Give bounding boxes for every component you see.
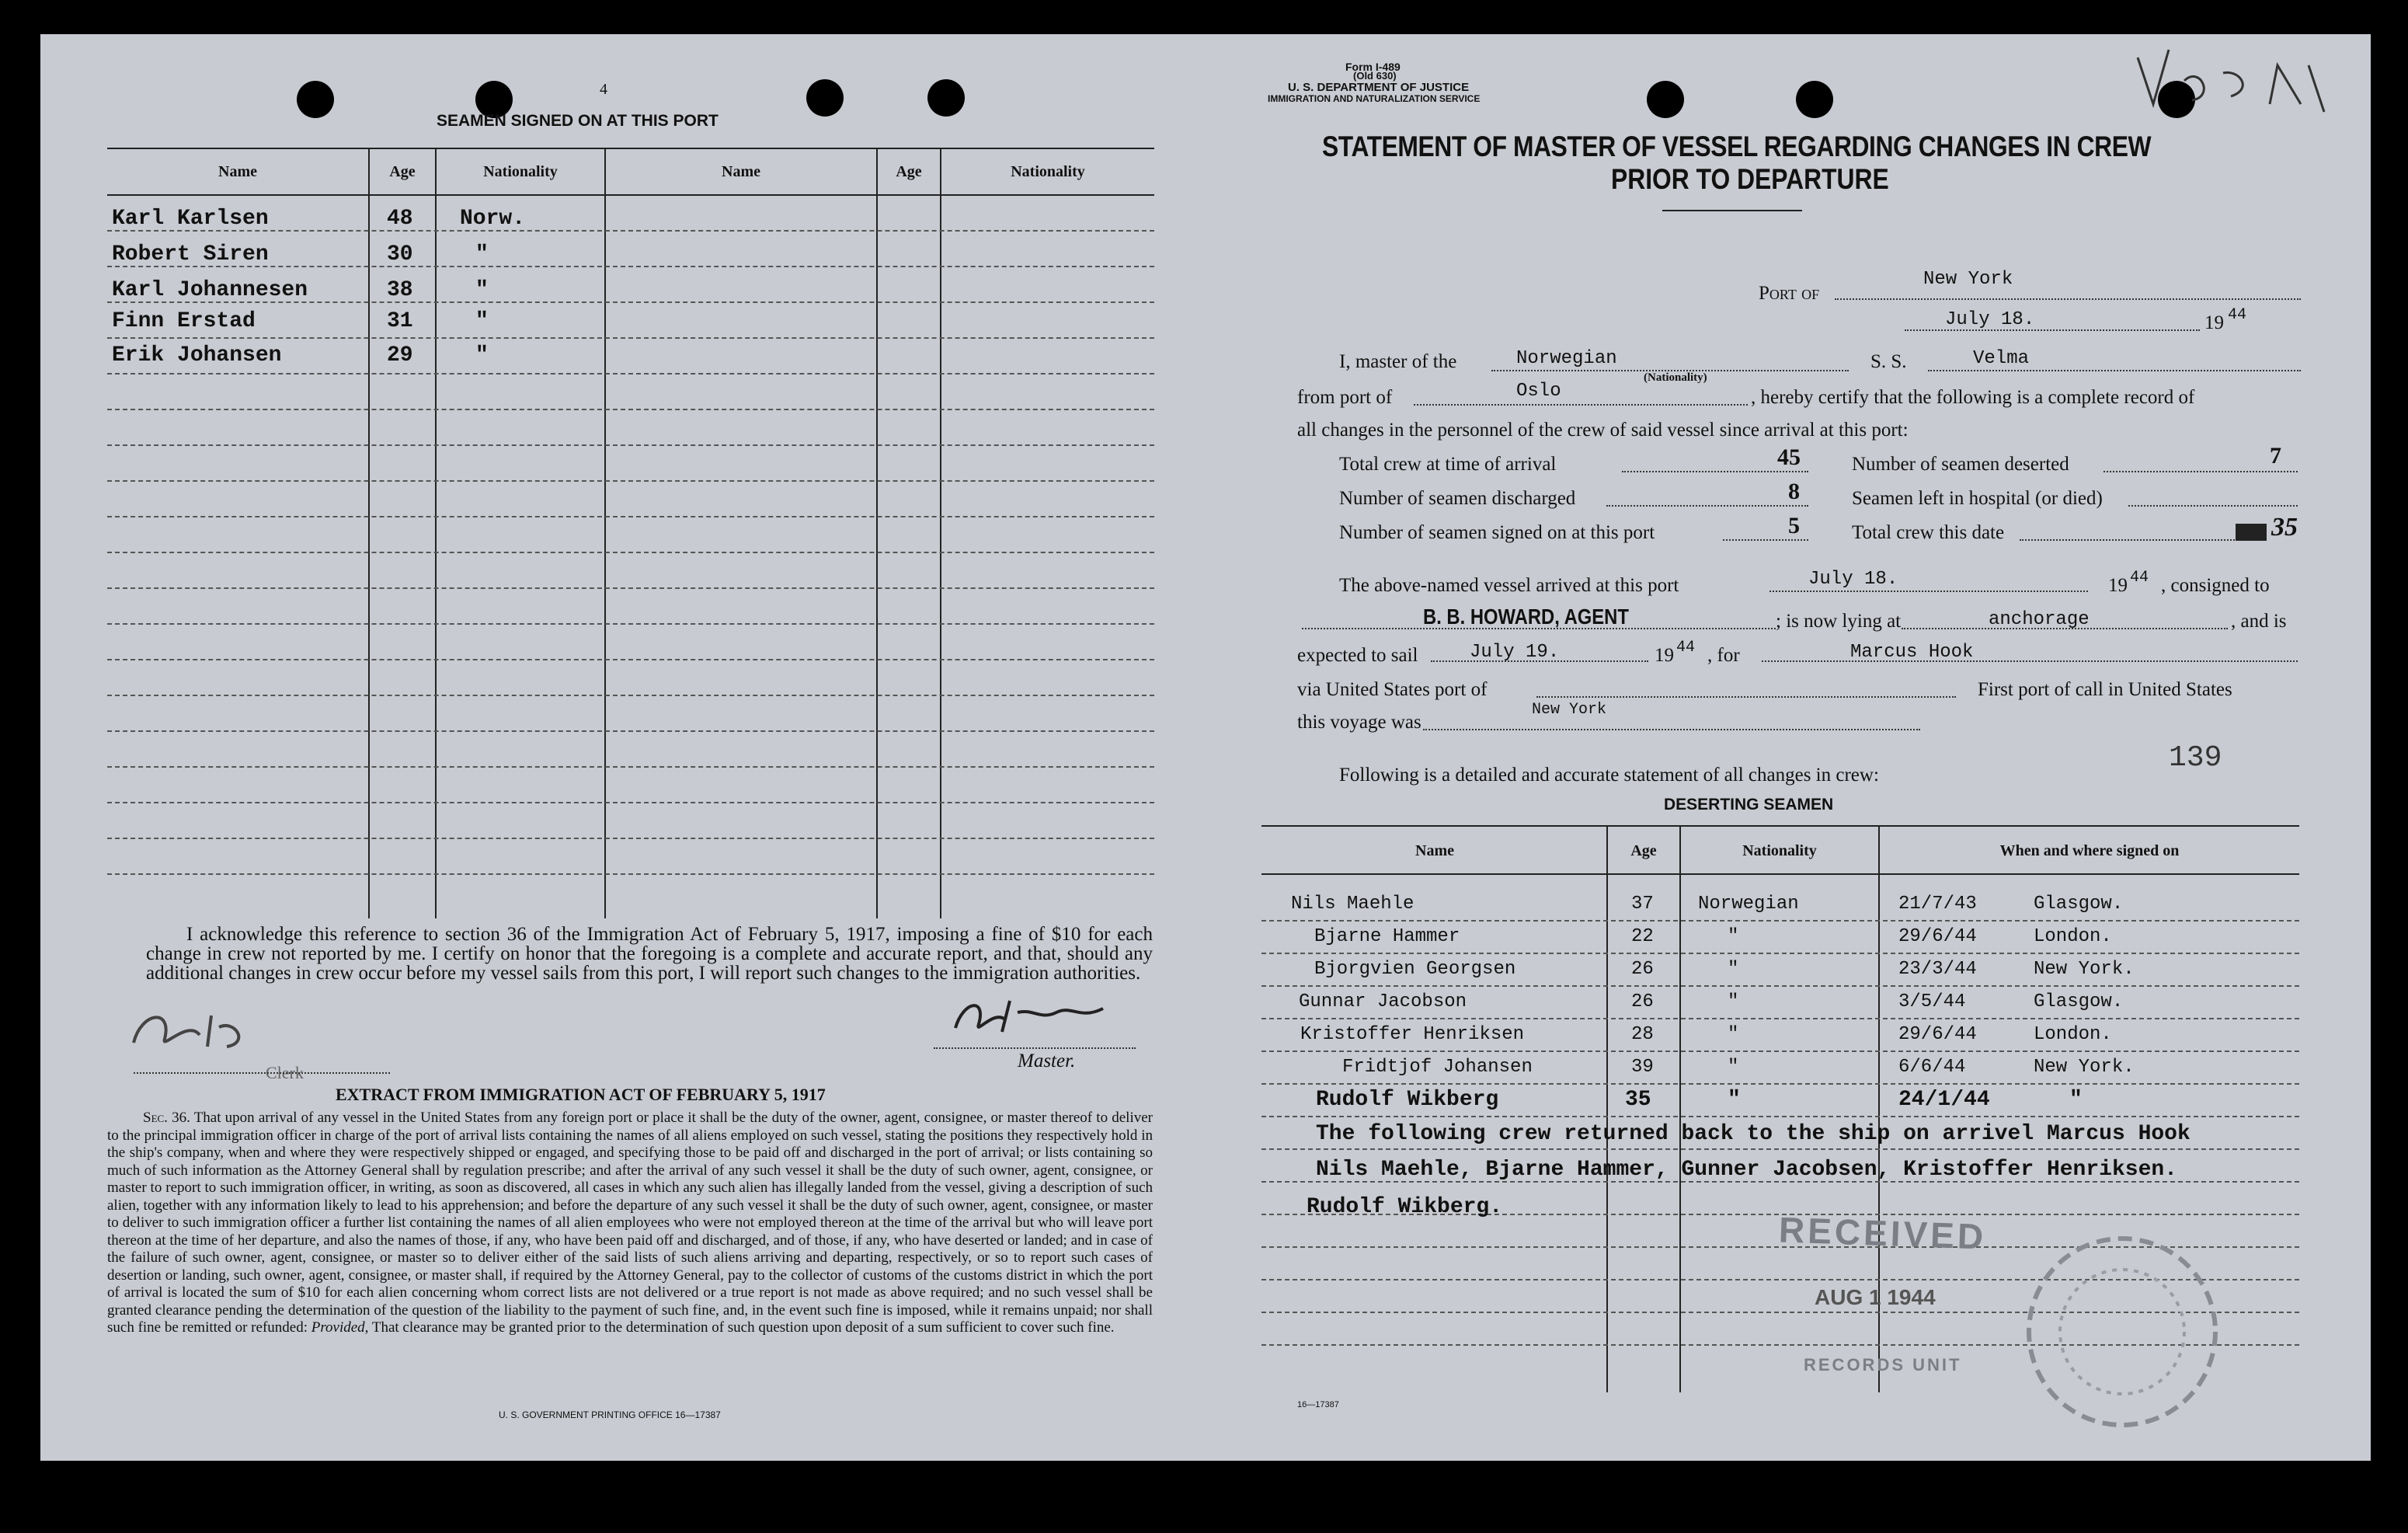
deserter-date: 21/7/43 bbox=[1898, 894, 1977, 915]
via-line bbox=[1536, 696, 1956, 698]
acknowledgement-text: I acknowledge this reference to section 36 of the Immigration Act of February 5, 1917, imposing a fine of $10 for each change in crew not reported by me. I certify on honor that the foregoing is a complete and accurate report, and that, should any additional changes in crew occur before my vessel sails from this port, I will report such changes to the immigration authorities. bbox=[146, 924, 1153, 984]
punch-hole bbox=[297, 81, 334, 118]
deserter-age: 35 bbox=[1625, 1088, 1651, 1112]
arrived-label: The above-named vessel arrived at this port bbox=[1339, 575, 1679, 596]
table-top-rule bbox=[107, 148, 1154, 149]
seaman-age: 29 bbox=[387, 343, 413, 368]
certify-text: , hereby certify that the following is a complete record of bbox=[1751, 387, 2195, 408]
arrived-date: July 18. bbox=[1808, 569, 1898, 590]
for-label: , for bbox=[1707, 645, 1740, 666]
deserter-nationality: " bbox=[1728, 1088, 1741, 1112]
port-line bbox=[1835, 298, 2301, 300]
seaman-age: 30 bbox=[387, 242, 413, 267]
deserter-date: 23/3/44 bbox=[1898, 959, 1977, 980]
seaman-nationality: " bbox=[475, 278, 489, 302]
deserter-age: 37 bbox=[1631, 894, 1654, 915]
deserter-date: 29/6/44 bbox=[1898, 926, 1977, 947]
deserter-place: New York. bbox=[2034, 959, 2135, 980]
agent-value: B. B. HOWARD, AGENT bbox=[1423, 604, 1629, 629]
expected-label: expected to sail bbox=[1297, 645, 1418, 666]
dot-leader bbox=[1606, 505, 1808, 507]
row-rule bbox=[107, 587, 1154, 589]
section-label: Sec. 36. bbox=[143, 1110, 190, 1126]
punch-hole bbox=[806, 79, 844, 117]
seaman-age: 48 bbox=[387, 207, 413, 231]
deserter-date: 29/6/44 bbox=[1898, 1024, 1977, 1045]
master-of-label: I, master of the bbox=[1339, 351, 1457, 372]
deserter-name: Bjarne Hammer bbox=[1314, 926, 1460, 947]
seaman-name: Robert Siren bbox=[112, 242, 269, 267]
ss-line bbox=[1928, 370, 2301, 371]
col-header-name-2: Name bbox=[722, 163, 760, 180]
master-line bbox=[934, 1047, 1136, 1049]
received-stamp: RECEIVED bbox=[1778, 1209, 1987, 1257]
col-header-nationality: Nationality bbox=[483, 163, 558, 180]
deserter-place: Glasgow. bbox=[2034, 991, 2124, 1012]
for-value: Marcus Hook bbox=[1850, 642, 1974, 663]
service-label: IMMIGRATION AND NATURALIZATION SERVICE bbox=[1268, 93, 1481, 104]
deserted-value: 7 bbox=[2270, 443, 2281, 469]
punch-hole bbox=[1647, 81, 1684, 118]
and-is-label: , and is bbox=[2231, 611, 2287, 632]
deserter-nationality: " bbox=[1728, 959, 1739, 980]
expected-year-value: 44 bbox=[1676, 639, 1696, 657]
certify-text-2: all changes in the personnel of the crew of said vessel since arrival at this port: bbox=[1297, 420, 1909, 441]
deserter-nationality: " bbox=[1728, 926, 1739, 947]
dot-leader bbox=[2104, 471, 2298, 472]
lying-at-value: anchorage bbox=[1989, 609, 2090, 630]
deserter-age: 39 bbox=[1631, 1057, 1654, 1078]
deserting-col-signed-on: When and where signed on bbox=[1999, 842, 2180, 859]
arrived-year-prefix: 19 bbox=[2108, 575, 2128, 596]
row-rule bbox=[1261, 985, 2299, 987]
via-label: via United States port of bbox=[1297, 679, 1488, 700]
column-divider bbox=[1606, 825, 1608, 1392]
deserter-nationality: " bbox=[1728, 1057, 1739, 1078]
deserter-name: Rudolf Wikberg bbox=[1316, 1088, 1499, 1112]
row-rule bbox=[1261, 1050, 2299, 1052]
first-port-label: First port of call in United States bbox=[1978, 679, 2232, 700]
page-number: 4 bbox=[600, 81, 607, 98]
ss-label: S. S. bbox=[1870, 351, 1907, 372]
seaman-name: Karl Karlsen bbox=[112, 207, 269, 231]
dot-leader bbox=[2020, 539, 2253, 541]
section-end: That clearance may be granted prior to the determination of such question upon deposit of a sum sufficient to cover such fine. bbox=[371, 1319, 1115, 1336]
punch-hole bbox=[1796, 81, 1833, 118]
col-header-age-2: Age bbox=[896, 163, 922, 180]
port-of-value: New York bbox=[1923, 269, 2013, 290]
row-rule bbox=[107, 873, 1154, 875]
row-rule bbox=[107, 659, 1154, 660]
from-port-label: from port of bbox=[1297, 387, 1393, 408]
lying-at-label: ; is now lying at bbox=[1776, 611, 1902, 632]
row-rule bbox=[1261, 920, 2299, 922]
voyage-label: this voyage was bbox=[1297, 712, 1421, 733]
deserted-label: Number of seamen deserted bbox=[1852, 454, 2069, 475]
seaman-name: Karl Johannesen bbox=[112, 278, 308, 302]
deserter-name: Kristoffer Henriksen bbox=[1300, 1024, 1525, 1045]
for-line bbox=[1762, 660, 2298, 662]
clerk-label: Clerk bbox=[266, 1063, 304, 1082]
deserter-nationality: " bbox=[1728, 1024, 1739, 1045]
deserter-place: New York. bbox=[2034, 1057, 2135, 1078]
row-rule bbox=[107, 695, 1154, 696]
col-header-nationality-2: Nationality bbox=[1011, 163, 1085, 180]
row-rule bbox=[107, 516, 1154, 517]
row-rule bbox=[107, 802, 1154, 803]
column-divider bbox=[1679, 825, 1681, 1392]
row-rule bbox=[107, 838, 1154, 839]
row-rule bbox=[1261, 953, 2299, 954]
row-rule bbox=[107, 337, 1154, 339]
seaman-age: 38 bbox=[387, 278, 413, 302]
deserting-col-name: Name bbox=[1415, 842, 1454, 859]
returned-note-line1: The following crew returned back to the ship on arrivel Marcus Hook bbox=[1316, 1122, 2191, 1146]
discharged-value: 8 bbox=[1788, 479, 1800, 504]
deserter-nationality: " bbox=[1728, 991, 1739, 1012]
date-line bbox=[1905, 329, 2200, 331]
nationality-value: Norwegian bbox=[1516, 348, 1617, 369]
row-rule bbox=[107, 409, 1154, 410]
struck-value bbox=[2236, 524, 2267, 541]
master-label: Master. bbox=[1018, 1050, 1076, 1071]
deserter-place: Glasgow. bbox=[2034, 894, 2124, 915]
total-this-date-value: 35 bbox=[2271, 513, 2298, 542]
seaman-name: Erik Johansen bbox=[112, 343, 282, 368]
punch-hole bbox=[927, 79, 965, 117]
seaman-age: 31 bbox=[387, 309, 413, 333]
deserter-nationality: Norwegian bbox=[1698, 894, 1799, 915]
deserter-age: 22 bbox=[1631, 926, 1654, 947]
col-header-age: Age bbox=[389, 163, 416, 180]
discharged-label: Number of seamen discharged bbox=[1339, 488, 1576, 509]
form-title-line2: PRIOR TO DEPARTURE bbox=[1611, 163, 1889, 195]
deserter-age: 26 bbox=[1631, 959, 1654, 980]
arrived-year-value: 44 bbox=[2130, 569, 2149, 587]
stamp-records-unit: RECORDS UNIT bbox=[1804, 1355, 1962, 1374]
row-rule bbox=[1261, 1148, 2299, 1150]
section-body: That upon arrival of any vessel in the United States from any foreign port or place it shall be the duty of the owner, agent, consignee, or master thereof to deliver to the principal immigration officer in charge of the port of arrival lists containing the names of all aliens employed on such vessel, stating the positions they respectively hold in the ship's company, when and where they were respectively shipped or engaged, and specifying those to be paid off and discharged in the port of arrival; or lists containing so much of such information as the Attorney General shall by regulation prescribe; and after the arrival of any such vessel it shall be the duty of such owner, agent, consignee, or master to report to such immigration officer, in writing, as soon as discovered, all cases in which any such alien has illegally landed from the vessel, giving a description of such alien, together with any information likely to lead to his apprehension; and before the departure of any such vessel it shall be the duty of such owner, agent, consignee, or master to deliver to such immigration officer a further list containing the names of all alien employees who were not employed thereon at the time of the arrival but who will leave port thereon at the time of her departure, and also the names of those, if any, who have been paid off and discharged, and of those, if any, who have deserted or landed; and in case of the failure of such owner, agent, consignee, or master so to deliver either of the said lists of such aliens arriving and departing, respectively, or so to report such cases of desertion or landing, such owner, agent, consignee, or master shall, if required by the Attorney General, pay to the collector of customs of the customs district in which the port of arrival is located the sum of $10 for each alien concerning whom correct lists are not delivered or a true report is not made as above required; and no such vessel shall be granted clearance pending the determination of the question of the liability to the payment of such fine, and, in the event such fine is imposed, while it remains unpaid; nor shall such fine be remitted or refunded: bbox=[107, 1110, 1153, 1336]
form-title-line1: STATEMENT OF MASTER OF VESSEL REGARDING CHANGES IN CREW bbox=[1322, 131, 2152, 162]
clerk-signature bbox=[126, 1004, 281, 1058]
form-number: Form I-489 bbox=[1345, 61, 1401, 73]
expected-year-prefix: 19 bbox=[1655, 645, 1674, 666]
signed-on-title: SEAMEN SIGNED ON AT THIS PORT bbox=[437, 112, 719, 130]
section-36-text bbox=[107, 1110, 1153, 1337]
title-underline bbox=[1662, 210, 1802, 211]
nationality-caption: (Nationality) bbox=[1644, 371, 1707, 384]
seaman-nationality: " bbox=[475, 242, 489, 267]
deserter-name: Bjorgvien Georgsen bbox=[1314, 959, 1516, 980]
dot-leader bbox=[1723, 539, 1808, 541]
document-sheet bbox=[40, 34, 2371, 1461]
row-rule bbox=[107, 730, 1154, 732]
following-text: Following is a detailed and accurate statement of all changes in crew: bbox=[1339, 765, 1879, 786]
hospital-label: Seamen left in hospital (or died) bbox=[1852, 488, 2103, 509]
returned-note-line2: Nils Maehle, Bjarne Hammer, Gunner Jacobsen, Kristoffer Henriksen. bbox=[1316, 1158, 2177, 1182]
row-rule bbox=[107, 444, 1154, 446]
signed-on-value: 5 bbox=[1788, 513, 1800, 538]
row-rule bbox=[1261, 1083, 2299, 1085]
deserter-place: " bbox=[2069, 1088, 2083, 1112]
extract-title: EXTRACT FROM IMMIGRATION ACT OF FEBRUARY 5, 1917 bbox=[336, 1085, 826, 1104]
dot-leader bbox=[1622, 471, 1808, 472]
expected-value: July 19. bbox=[1470, 642, 1560, 663]
row-rule bbox=[107, 373, 1154, 375]
deserting-table-top bbox=[1261, 825, 2299, 827]
agent-line bbox=[1302, 628, 1776, 629]
year-prefix: 19 bbox=[2204, 312, 2224, 333]
form-old-number: (Old 630) bbox=[1353, 70, 1397, 82]
expected-line bbox=[1431, 660, 1648, 662]
master-signature bbox=[948, 985, 1111, 1047]
handwritten-annotation bbox=[2122, 42, 2355, 127]
deserter-date: 24/1/44 bbox=[1898, 1088, 1990, 1112]
deserting-col-age: Age bbox=[1630, 842, 1657, 859]
deserting-col-nationality: Nationality bbox=[1742, 842, 1817, 859]
department-label: U. S. DEPARTMENT OF JUSTICE bbox=[1288, 81, 1470, 94]
section-proviso: Provided, bbox=[311, 1319, 369, 1336]
deserting-header-rule bbox=[1261, 873, 2299, 875]
returned-note-line3: Rudolf Wikberg. bbox=[1307, 1195, 1503, 1219]
arrived-line bbox=[1769, 591, 2088, 592]
total-this-date-label: Total crew this date bbox=[1852, 522, 2005, 543]
row-rule bbox=[107, 552, 1154, 553]
total-crew-arrival-value: 45 bbox=[1777, 444, 1801, 470]
voyage-line bbox=[1423, 729, 1920, 730]
form-code: 16—17387 bbox=[1297, 1400, 1339, 1409]
row-rule bbox=[107, 766, 1154, 768]
col-header-name: Name bbox=[218, 163, 257, 180]
seaman-name: Finn Erstad bbox=[112, 309, 256, 333]
consigned-to-label: , consigned to bbox=[2161, 575, 2270, 596]
row-rule bbox=[1261, 1116, 2299, 1117]
port-of-label: Port of bbox=[1759, 283, 1820, 304]
handwritten-number: 139 bbox=[2169, 741, 2222, 775]
deserter-place: London. bbox=[2034, 926, 2112, 947]
seaman-nationality: " bbox=[475, 343, 489, 368]
deserter-name: Nils Maehle bbox=[1291, 894, 1415, 915]
lying-at-line bbox=[1902, 628, 2228, 629]
row-rule bbox=[107, 480, 1154, 482]
clerk-line bbox=[134, 1072, 390, 1074]
date-value: July 18. bbox=[1945, 309, 2035, 330]
dot-leader bbox=[2128, 505, 2298, 507]
deserter-age: 28 bbox=[1631, 1024, 1654, 1045]
deserting-title: DESERTING SEAMEN bbox=[1664, 796, 1834, 814]
seaman-nationality: " bbox=[475, 309, 489, 333]
deserter-name: Gunnar Jacobson bbox=[1299, 991, 1467, 1012]
printing-office-line: U. S. GOVERNMENT PRINTING OFFICE 16—17387 bbox=[499, 1409, 721, 1420]
total-crew-arrival-label: Total crew at time of arrival bbox=[1339, 454, 1557, 475]
signed-on-label: Number of seamen signed on at this port bbox=[1339, 522, 1655, 543]
circular-stamp bbox=[1998, 1215, 2246, 1448]
deserter-age: 26 bbox=[1631, 991, 1654, 1012]
deserter-place: London. bbox=[2034, 1024, 2112, 1045]
deserter-name: Fridtjof Johansen bbox=[1342, 1057, 1533, 1078]
voyage-value: New York bbox=[1532, 701, 1607, 719]
deserter-date: 3/5/44 bbox=[1898, 991, 1966, 1012]
ss-value: Velma bbox=[1973, 348, 2030, 369]
stamp-date: AUG 1 1944 bbox=[1815, 1285, 1936, 1309]
from-port-value: Oslo bbox=[1516, 381, 1561, 402]
row-rule bbox=[1261, 1018, 2299, 1019]
table-header-rule bbox=[107, 194, 1154, 196]
year-value: 44 bbox=[2228, 306, 2247, 324]
seaman-nationality: Norw. bbox=[460, 207, 526, 231]
deserter-date: 6/6/44 bbox=[1898, 1057, 1966, 1078]
from-port-line bbox=[1414, 404, 1748, 406]
row-rule bbox=[107, 623, 1154, 625]
